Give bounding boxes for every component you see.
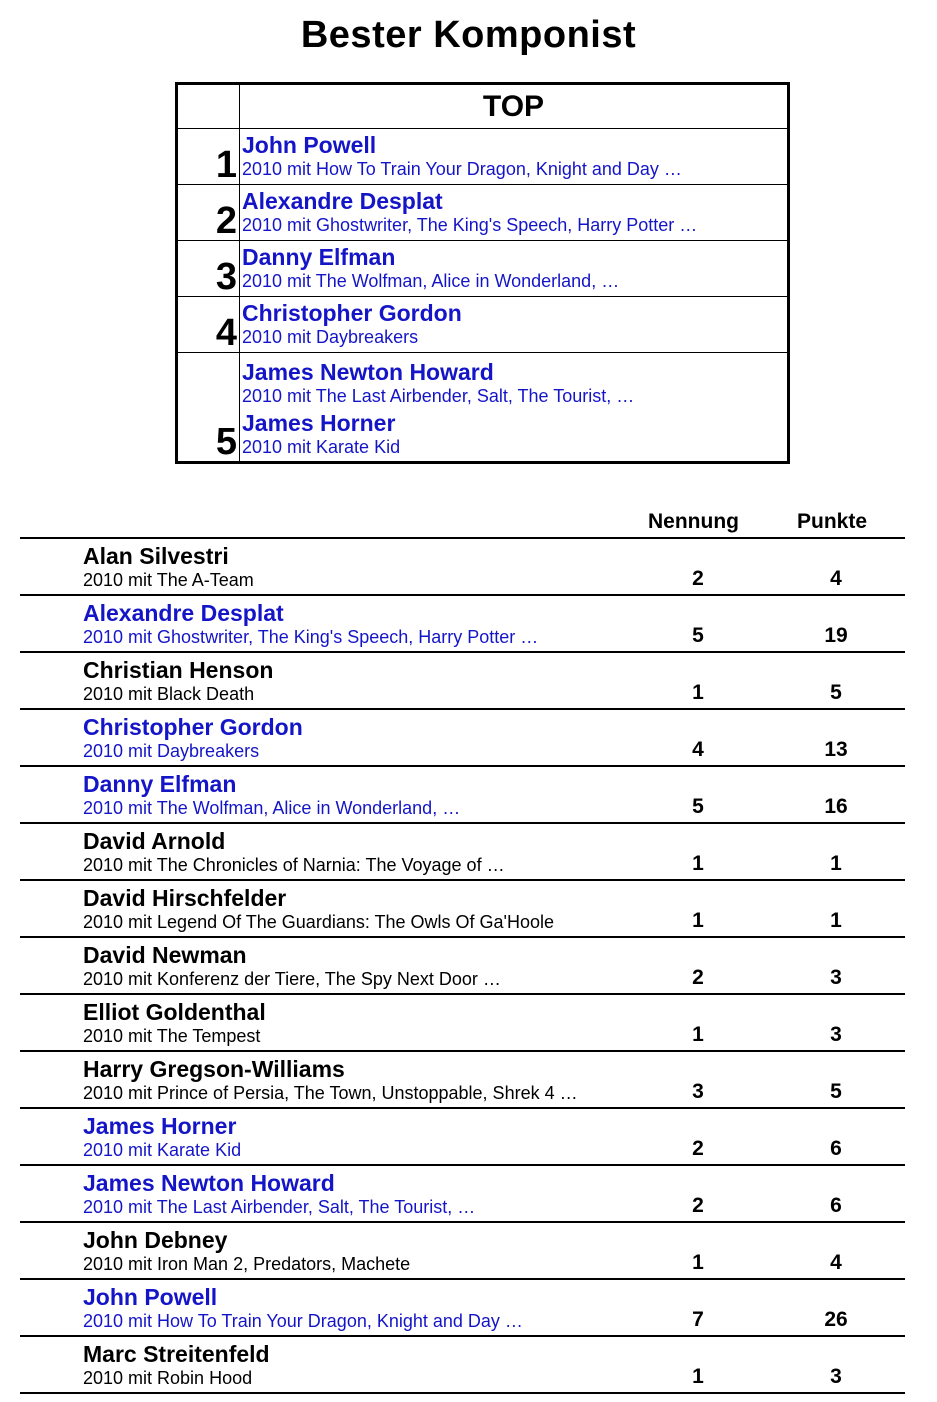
composer-films: 2010 mit Daybreakers xyxy=(242,327,419,347)
composer-name: James Horner xyxy=(242,410,396,436)
composer-films: 2010 mit Robin Hood xyxy=(83,1368,253,1388)
rank-number: 1 xyxy=(215,144,237,186)
composer-name: Marc Streitenfeld xyxy=(83,1341,270,1367)
nennung-value: 2 xyxy=(692,1137,704,1160)
composer-films: 2010 mit The Tempest xyxy=(83,1026,261,1046)
table-row xyxy=(20,881,905,938)
nennung-value: 1 xyxy=(692,1023,704,1046)
punkte-value: 4 xyxy=(830,567,842,590)
composer-films: 2010 mit Ghostwriter, The King's Speech, Harry Potter … xyxy=(242,215,698,235)
composer-name: Harry Gregson-Williams xyxy=(83,1056,345,1082)
composer-films: 2010 mit Legend Of The Guardians: The Owls Of Ga'Hoole xyxy=(83,912,555,932)
composer-films: 2010 mit The A-Team xyxy=(83,570,254,590)
composer-films: 2010 mit Black Death xyxy=(83,684,255,704)
composer-name: Elliot Goldenthal xyxy=(83,999,266,1025)
composer-name: James Horner xyxy=(83,1113,237,1139)
column-header-punkte: Punkte xyxy=(797,510,868,533)
nennung-value: 7 xyxy=(692,1308,704,1331)
composer-name: Christopher Gordon xyxy=(83,714,303,740)
composer-name: Alexandre Desplat xyxy=(83,600,284,626)
punkte-value: 5 xyxy=(830,1080,842,1103)
composer-films: 2010 mit The Wolfman, Alice in Wonderland, … xyxy=(83,798,461,818)
punkte-value: 26 xyxy=(824,1308,848,1331)
table-row xyxy=(20,1109,905,1166)
punkte-value: 19 xyxy=(824,624,848,647)
composer-films: 2010 mit Daybreakers xyxy=(83,741,260,761)
composer-name: Christopher Gordon xyxy=(242,300,462,326)
punkte-value: 1 xyxy=(830,909,842,932)
composer-name: David Hirschfelder xyxy=(83,885,287,911)
composer-films: 2010 mit Konferenz der Tiere, The Spy Next Door … xyxy=(83,969,501,989)
top-row-rank-2 xyxy=(178,184,787,241)
composer-films: 2010 mit Karate Kid xyxy=(83,1140,242,1160)
table-row xyxy=(20,596,905,653)
rank-column-header xyxy=(178,85,240,128)
top-header-label: TOP xyxy=(482,90,545,123)
punkte-value: 13 xyxy=(824,738,848,761)
composer-name: James Newton Howard xyxy=(242,359,494,385)
rank-number: 3 xyxy=(215,256,237,298)
rank-number: 2 xyxy=(215,200,237,242)
top-header-row xyxy=(178,85,787,128)
top-row-rank-4 xyxy=(178,296,787,353)
composer-films: 2010 mit How To Train Your Dragon, Knight and Day … xyxy=(83,1311,523,1331)
nennung-value: 5 xyxy=(692,795,704,818)
top-entry xyxy=(242,132,783,180)
rank-cell xyxy=(178,241,240,297)
table-row xyxy=(20,710,905,767)
nennung-value: 1 xyxy=(692,1251,704,1274)
composer-films: 2010 mit Ghostwriter, The King's Speech, Harry Potter … xyxy=(83,627,539,647)
composer-name: John Powell xyxy=(242,132,377,158)
table-row xyxy=(20,767,905,824)
composer-table xyxy=(20,537,905,1394)
composer-films: 2010 mit Karate Kid xyxy=(242,437,401,457)
composer-name: James Newton Howard xyxy=(83,1170,335,1196)
nennung-value: 2 xyxy=(692,1194,704,1217)
table-row xyxy=(20,938,905,995)
composer-name: Danny Elfman xyxy=(83,771,237,797)
composer-name: John Debney xyxy=(83,1227,228,1253)
nennung-value: 1 xyxy=(692,681,704,704)
table-row xyxy=(20,995,905,1052)
table-row xyxy=(20,824,905,881)
punkte-value: 5 xyxy=(830,681,842,704)
composer-name: John Powell xyxy=(83,1284,218,1310)
top-row-rank-3 xyxy=(178,240,787,297)
composer-films: 2010 mit The Last Airbender, Salt, The Tourist, … xyxy=(242,386,635,406)
nennung-value: 1 xyxy=(692,909,704,932)
rank-cell xyxy=(178,185,240,241)
top-entry xyxy=(242,188,783,236)
punkte-value: 3 xyxy=(830,966,842,989)
top-entry xyxy=(242,244,783,292)
top-entry xyxy=(242,410,783,458)
punkte-value: 6 xyxy=(830,1137,842,1160)
top-ranking-box xyxy=(175,82,790,464)
nennung-value: 2 xyxy=(692,567,704,590)
page-title: Bester Komponist xyxy=(300,14,637,56)
composer-films: 2010 mit How To Train Your Dragon, Knight and Day … xyxy=(242,159,682,179)
table-row xyxy=(20,1223,905,1280)
punkte-value: 4 xyxy=(830,1251,842,1274)
composer-films: 2010 mit Prince of Persia, The Town, Unstoppable, Shrek 4 … xyxy=(83,1083,578,1103)
table-row xyxy=(20,1166,905,1223)
composer-name: Danny Elfman xyxy=(242,244,396,270)
composer-films: 2010 mit The Last Airbender, Salt, The Tourist, … xyxy=(83,1197,476,1217)
composer-name: David Newman xyxy=(83,942,247,968)
table-row xyxy=(20,1052,905,1109)
composer-name: Christian Henson xyxy=(83,657,274,683)
nennung-value: 5 xyxy=(692,624,704,647)
rank-cell xyxy=(178,129,240,185)
composer-name: David Arnold xyxy=(83,828,226,854)
composer-name: Alan Silvestri xyxy=(83,543,229,569)
top-entry xyxy=(242,359,783,407)
nennung-value: 3 xyxy=(692,1080,704,1103)
punkte-value: 6 xyxy=(830,1194,842,1217)
top-row-rank-1 xyxy=(178,128,787,185)
nennung-value: 1 xyxy=(692,852,704,875)
top-entry xyxy=(242,300,783,348)
punkte-value: 3 xyxy=(830,1365,842,1388)
table-row xyxy=(20,653,905,710)
nennung-value: 2 xyxy=(692,966,704,989)
punkte-value: 3 xyxy=(830,1023,842,1046)
table-row xyxy=(20,1280,905,1337)
top-row-rank-5 xyxy=(178,352,787,462)
table-row xyxy=(20,1337,905,1394)
composer-name: Alexandre Desplat xyxy=(242,188,443,214)
rank-number: 5 xyxy=(215,421,237,463)
column-header-nennung: Nennung xyxy=(648,510,739,533)
rank-cell xyxy=(178,353,240,462)
punkte-value: 1 xyxy=(830,852,842,875)
composer-films: 2010 mit The Chronicles of Narnia: The Voyage of … xyxy=(83,855,505,875)
nennung-value: 4 xyxy=(692,738,704,761)
nennung-value: 1 xyxy=(692,1365,704,1388)
composer-films: 2010 mit The Wolfman, Alice in Wonderland, … xyxy=(242,271,620,291)
rank-number: 4 xyxy=(215,312,237,354)
composer-films: 2010 mit Iron Man 2, Predators, Machete xyxy=(83,1254,411,1274)
punkte-value: 16 xyxy=(824,795,848,818)
table-row xyxy=(20,539,905,596)
rank-cell xyxy=(178,297,240,353)
